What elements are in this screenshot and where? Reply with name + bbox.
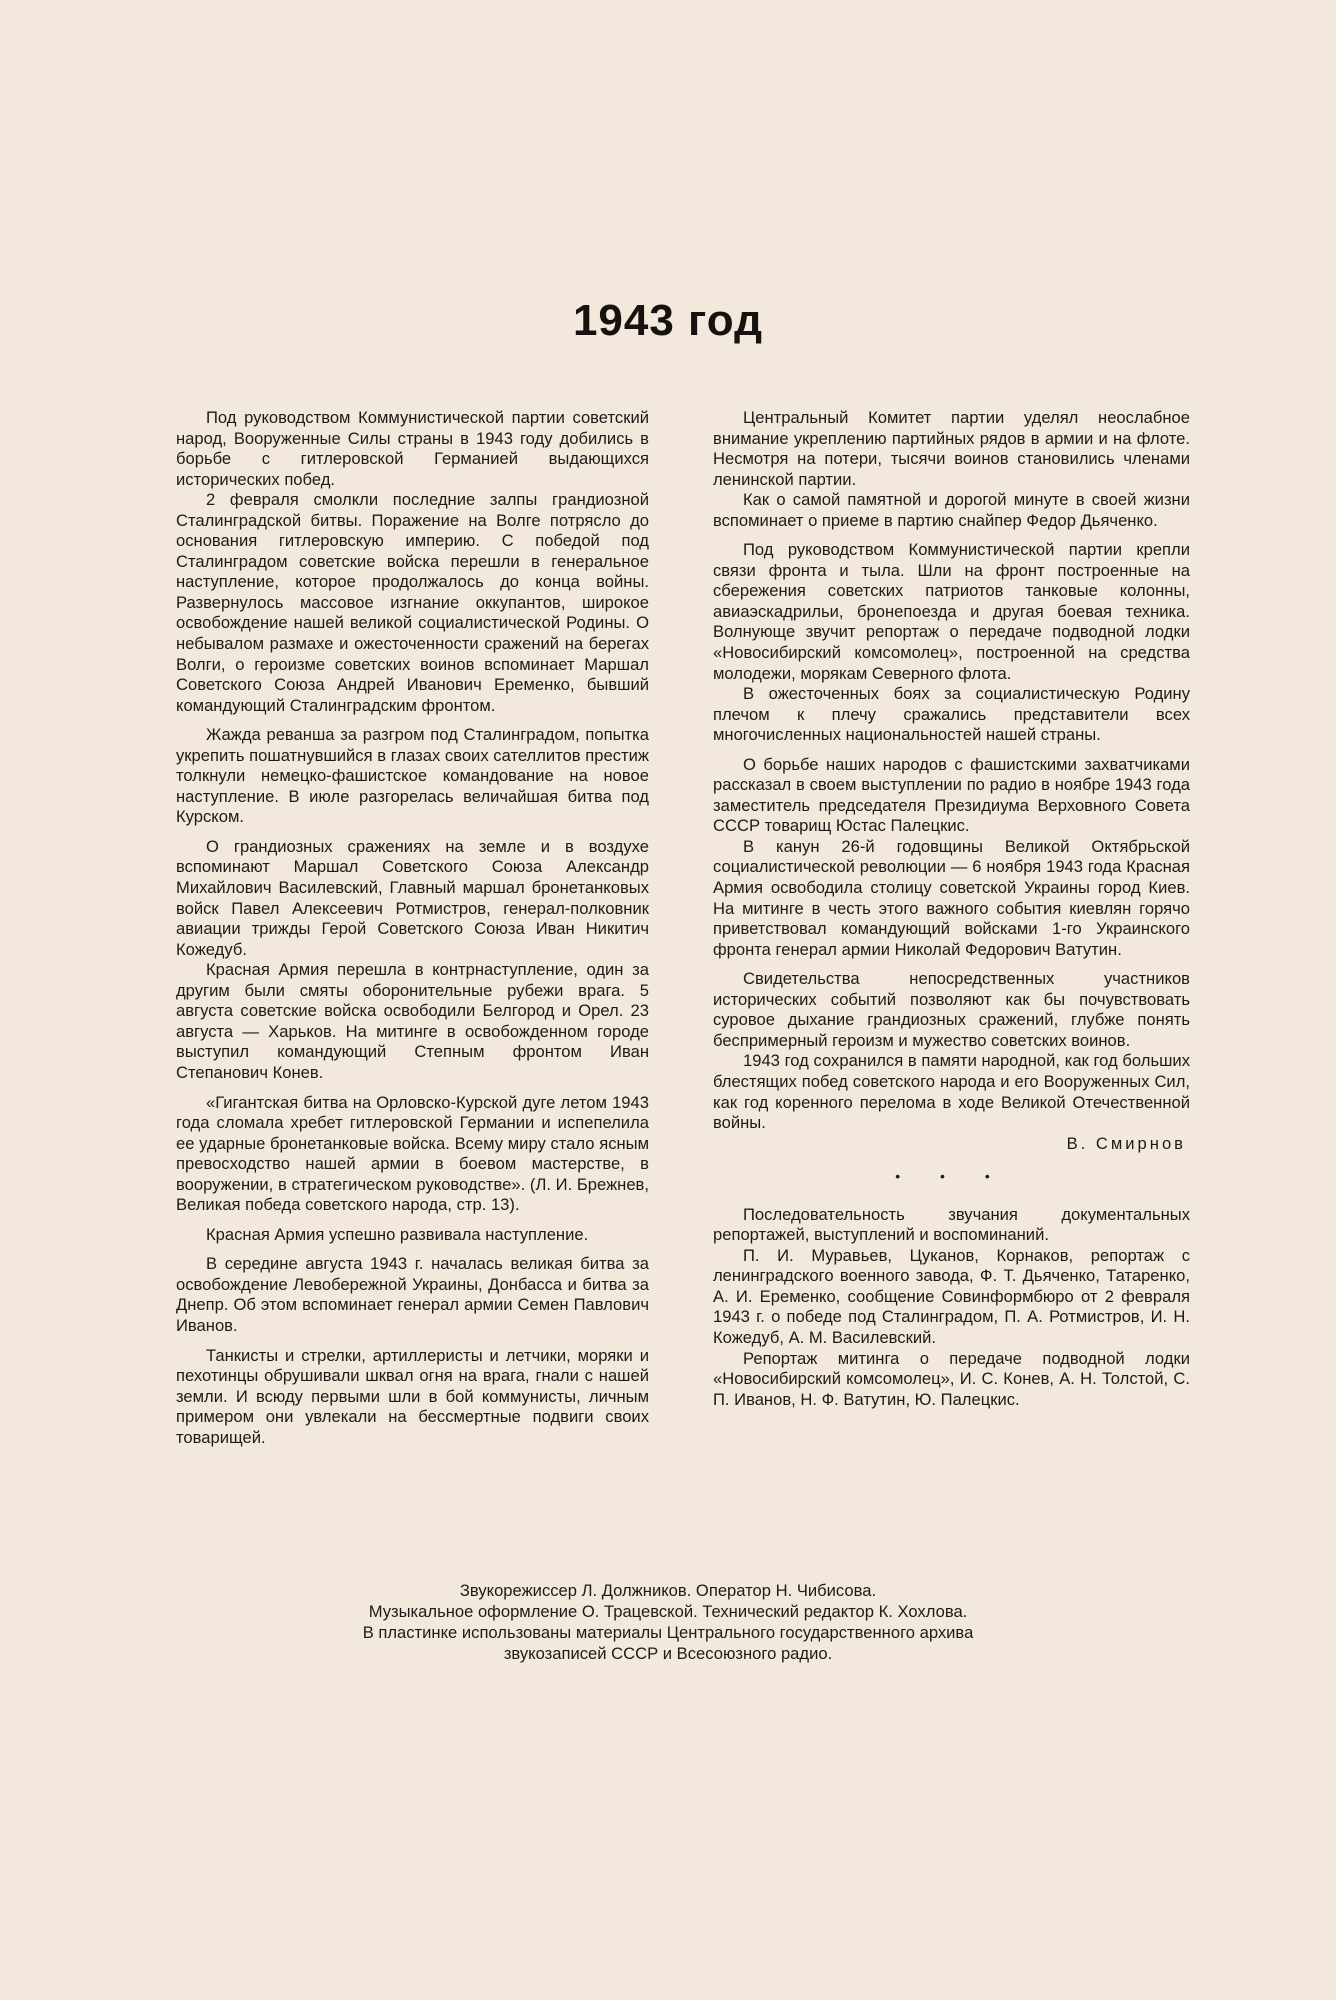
paragraph: Как о самой памятной и дорогой минуте в своей жизни вспоминает о приеме в партию снайпер Федор Дьяченко. [713, 490, 1190, 530]
paragraph: Центральный Комитет партии уделял неослабное внимание укреплению партийных рядов в армии и на флоте. Несмотря на потери, тысячи воинов становились членами ленинской партии. [713, 408, 1190, 489]
credit-line: В пластинке использованы материалы Центрального государственного архива [362, 1623, 974, 1642]
paragraph: В середине августа 1943 г. началась великая битва за освобождение Левобережной Украины, Донбасса и битва за Днепр. Об этом вспоминает генерал армии Семен Павлович Иванов. [176, 1254, 649, 1335]
credits [0, 1580, 1336, 1664]
right-column [713, 408, 1190, 1410]
separator: • • • [895, 1168, 1008, 1185]
paragraph: О борьбе наших народов с фашистскими захватчиками рассказал в своем выступлении по радио в ноябре 1943 года заместитель председателя Президиума Верховного Совета СССР товарищ Юстас Палецкис. [713, 754, 1190, 836]
credit-line: звукозаписей СССР и Всесоюзного радио. [503, 1644, 833, 1663]
paragraph: Под руководством Коммунистической партии советский народ, Вооруженные Силы страны в 1943 году добились в борьбе с гитлеровской Германией выдающихся исторических побед. [176, 408, 649, 489]
paragraph: Танкисты и стрелки, артиллеристы и летчики, моряки и пехотинцы обрушивали шквал огня на врага, гнали с нашей земли. И всюду первыми шли в бой коммунисты, личным примером они увлекали на бессмертные подвиги своих товарищей. [176, 1345, 649, 1447]
sequence-heading: Последовательность звучания документальных репортажей, выступлений и воспоминаний. [713, 1204, 1190, 1245]
credit-line: Музыкальное оформление О. Трацевской. Технический редактор К. Хохлова. [368, 1602, 968, 1621]
paragraph: Под руководством Коммунистической партии крепли связи фронта и тыла. Шли на фронт построенные на сбережения советских патриотов танковые колонны, авиаэскадрильи, бронепоезда и другая боевая техника. Волнующе звучит репортаж о передаче подводной лодки «Новосибирский комсомолец», построенной на средства молодежи, морякам Северного флота. [713, 540, 1190, 683]
paragraph: Красная Армия успешно развивала наступление. [206, 1224, 589, 1244]
paragraph: В ожесточенных боях за социалистическую Родину плечом к плечу сражались представители всех многочисленных национальностей нашей страны. [713, 684, 1190, 745]
left-column [176, 408, 649, 1448]
author-signature: В. Смирнов [1066, 1133, 1186, 1153]
paragraph: Красная Армия перешла в контрнаступление, один за другим были смяты оборонительные рубежи врага. 5 августа советские войска освободили Белгород и Орел. 23 августа — Харьков. На митинге в освобожденном городе выступил командующий Степным фронтом Иван Степанович Конев. [176, 960, 649, 1082]
paragraph: 1943 год сохранился в памяти народной, как год больших блестящих побед советского народа и его Вооруженных Сил, как год коренного перелома в ходе Великой Отечественной войны. [713, 1051, 1190, 1133]
quote-paragraph: «Гигантская битва на Орловско-Курской дуге летом 1943 года сломала хребет гитлеровской Германии и испепелила ее ударные бронетанковые войска. Всему миру стало ясным превосходство нашей армии в боевом мастерстве, в вооружении, в стратегическом руководстве». (Л. И. Брежнев, Великая победа советского народа, стр. 13). [176, 1092, 649, 1215]
page-title: 1943 год [572, 296, 764, 345]
paragraph: О грандиозных сражениях на земле и в воздухе вспоминают Маршал Советского Союза Александр Михайлович Василевский, Главный маршал бронетанковых войск Павел Алексеевич Ротмистров, генерал-полковник авиации трижды Герой Советского Союза Иван Никитич Кожедуб. [176, 836, 649, 959]
paragraph: В канун 26-й годовщины Великой Октябрьской социалистической революции — 6 ноября 1943 года Красная Армия освободила столицу советской Украины город Киев. На митинге в честь этого важного события киевлян горячо приветствовал командующий войсками 1-го Украинского фронта генерал армии Николай Федорович Ватутин. [713, 836, 1190, 959]
sequence-item: Репортаж митинга о передаче подводной лодки «Новосибирский комсомолец», И. С. Конев, А. Н. Толстой, С. П. Иванов, Н. Ф. Ватутин, Ю. Палецкис. [713, 1348, 1190, 1409]
sequence-item: П. И. Муравьев, Цуканов, Корнаков, репортаж с ленинградского военного завода, Ф. Т. Дьяченко, Татаренко, А. И. Еременко, сообщение Совинформбюро от 2 февраля 1943 г. о победе под Сталинградом, П. А. Ротмистров, И. Н. Кожедуб, А. М. Василевский. [713, 1245, 1190, 1347]
paragraph: 2 февраля смолкли последние залпы грандиозной Сталинградской битвы. Поражение на Волге потрясло до основания гитлеровскую империю. С победой под Сталинградом советские войска перешли в генеральное наступление, которое продолжалось до конца войны. Развернулось массовое изгнание оккупантов, широкое освобождение нашей великой социалистической Родины. О небывалом размахе и ожесточенности сражений на берегах Волги, о героизме советских воинов вспоминает Маршал Советского Союза Андрей Иванович Еременко, бывший командующий Сталинградским фронтом. [176, 490, 649, 715]
credit-line: Звукорежиссер Л. Должников. Оператор Н. Чибисова. [459, 1581, 877, 1600]
paragraph: Свидетельства непосредственных участников исторических событий позволяют как бы почувствовать суровое дыхание грандиозных сражений, глубже понять беспримерный героизм и мужество советских воинов. [713, 969, 1190, 1050]
paragraph: Жажда реванша за разгром под Сталинградом, попытка укрепить пошатнувшийся в глазах своих сателлитов престиж толкнули немецко-фашистское командование на новое наступление. В июле разгорелась величайшая битва под Курском. [176, 725, 649, 827]
